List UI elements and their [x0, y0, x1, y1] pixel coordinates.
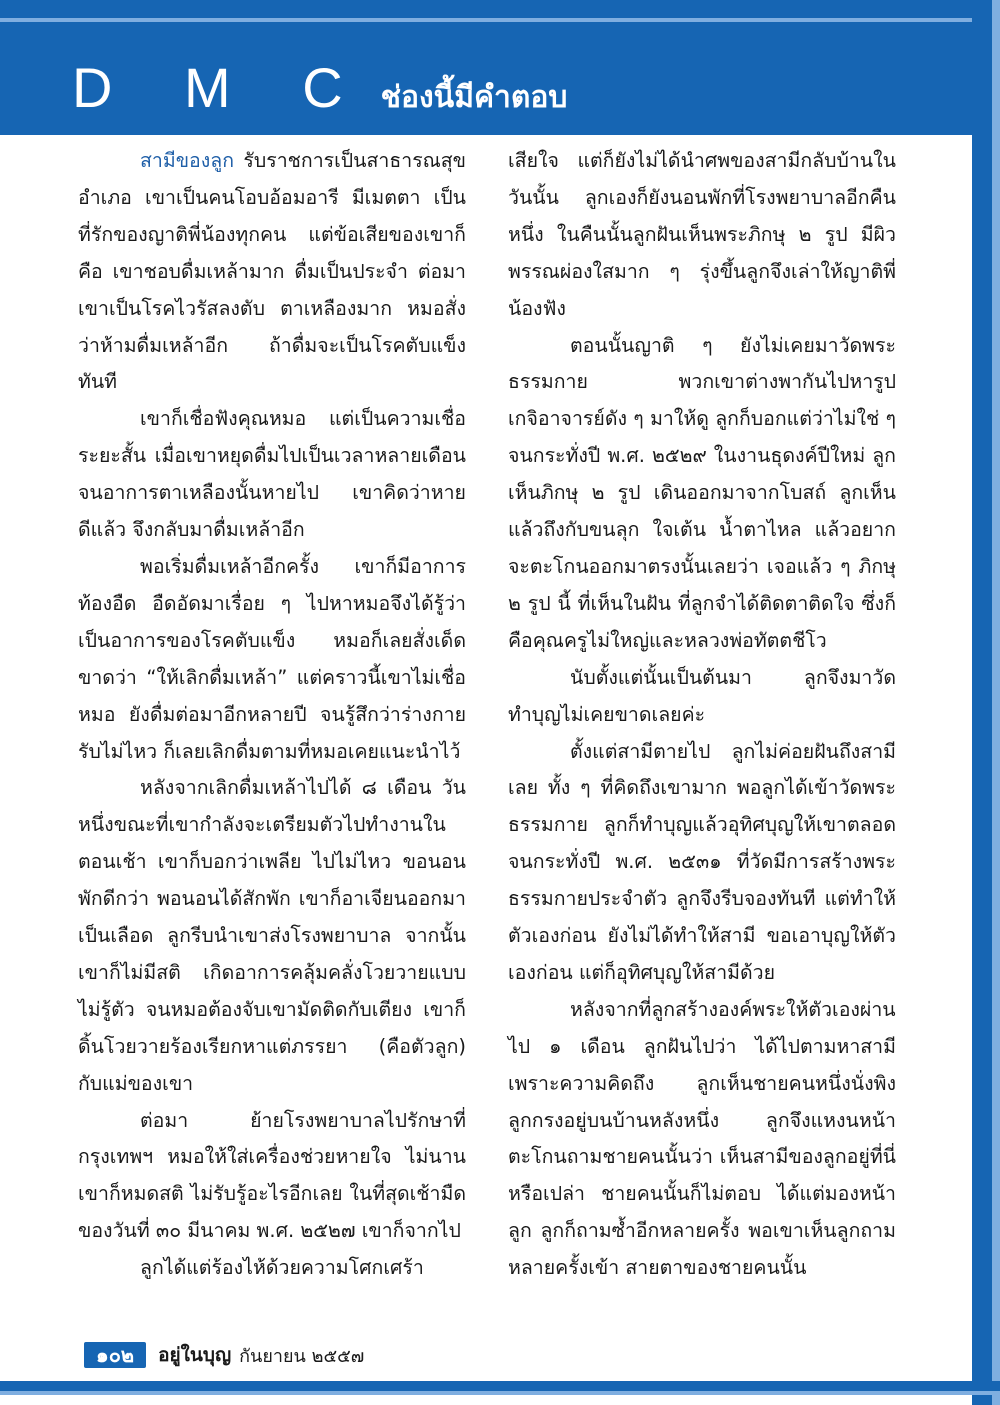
paragraph: เสียใจ แต่ก็ยังไม่ได้นำศพของสามีกลับบ้านในวันนั้น ลูกเองก็ยังนอนพักที่โรงพยาบาลอีกคืนหนึ่ง ในคืนนั้นลูกฝันเห็นพระภิกษุ ๒ รูป มีผิวพรรณผ่องใสมาก ๆ รุ่งขึ้นลูกจึงเล่าให้ญาติพี่น้องฟัง — [508, 149, 896, 320]
article-body — [78, 143, 896, 1323]
right-column — [508, 143, 896, 1323]
section-title: ช่องนี้มีคำตอบ — [380, 80, 568, 115]
paragraph: นับตั้งแต่นั้นเป็นต้นมา ลูกจึงมาวัดทำบุญไม่เคยขาดเลยค่ะ — [508, 665, 896, 726]
paragraph — [78, 143, 466, 401]
paragraph: หลังจากเลิกดื่มเหล้าไปได้ ๘ เดือน วันหนึ่งขณะที่เขากำลังจะเตรียมตัวไปทำงานในตอนเช้า เขาก็บอกว่าเพลีย ไปไม่ไหว ขอนอนพักดีกว่า พอนอนได้สักพัก เขาก็อาเจียนออกมาเป็นเลือด ลูกรีบนำเขาส่งโรงพยาบาล จากนั้นเขาก็ไม่มีสติ เกิดอาการคลุ้มคลั่งโวยวายแบบไม่รู้ตัว จนหมอต้องจับเขามัดติดกับเตียง เขาก็ดิ้นโวยวายร้องเรียกหาแต่ภรรยา (คือตัวลูก) กับแม่ของเขา — [78, 776, 466, 1095]
issue-date: กันยายน ๒๕๕๗ — [239, 1345, 365, 1367]
page-footer — [84, 1340, 364, 1370]
paragraph: พอเริ่มดื่มเหล้าอีกครั้ง เขาก็มีอาการท้องอืด อืดอัดมาเรื่อย ๆ ไปหาหมอจึงได้รู้ว่าเป็นอาการของโรคตับแข็ง หมอก็เลยสั่งเด็ดขาดว่า “ให้เลิกดื่มเหล้า” แต่คราวนี้เขาไม่เชื่อหมอ ยังดื่มต่อมาอีกหลายปี จนรู้สึกว่าร่างกายรับไม่ไหว ก็เลยเลิกดื่มตามที่หมอเคยแนะนำไว้ — [78, 554, 466, 763]
paragraph: ต่อมา ย้ายโรงพยาบาลไปรักษาที่กรุงเทพฯ หมอให้ใส่เครื่องช่วยหายใจ ไม่นานเขาก็หมดสติ ไม่รับรู้อะไรอีกเลย ในที่สุดเช้ามืดของวันที่ ๓๐ มีนาคม พ.ศ. ๒๕๒๗ เขาก็จากไป — [78, 1108, 466, 1243]
paragraph-text: รับราชการเป็นสาธารณสุขอำเภอ เขาเป็นคนโอบอ้อมอารี มีเมตตา เป็นที่รักของญาติพี่น้องทุกคน แต่ข้อเสียของเขาก็คือ เขาชอบดื่มเหล้ามาก ดื่มเป็นประจำ ต่อมาเขาเป็นโรคไวรัสลงตับ ตาเหลืองมาก หมอสั่งว่าห้ามดื่มเหล้าอีก ถ้าดื่มจะเป็นโรคตับแข็งทันที — [78, 149, 466, 394]
paragraph: ตอนนั้นญาติ ๆ ยังไม่เคยมาวัดพระธรรมกาย พวกเขาต่างพากันไปหารูปเกจิอาจารย์ดัง ๆ มาให้ดู ลูกก็บอกแต่ว่าไม่ใช่ ๆ จนกระทั่งปี พ.ศ. ๒๕๒๙ ในงานธุดงค์ปีใหม่ ลูกเห็นภิกษุ ๒ รูป เดินออกมาจากโบสถ์ ลูกเห็นแล้วถึงกับขนลุก ใจเต้น น้ำตาไหล แล้วอยากจะตะโกนออกมาตรงนั้นเลยว่า เจอแล้ว ๆ ภิกษุ ๒ รูป นี้ ที่เห็นในฝัน ที่ลูกจำได้ติดตาติดใจ ซึ่งก็คือคุณครูไม่ใหญ่และหลวงพ่อทัตตชีโว — [508, 333, 896, 652]
page-number: ๑๐๒ — [84, 1342, 146, 1368]
bottom-rule — [0, 1381, 1000, 1391]
paragraph: ตั้งแต่สามีตายไป ลูกไม่ค่อยฝันถึงสามีเลย ทั้ง ๆ ที่คิดถึงเขามาก พอลูกได้เข้าวัดพระธรรมกาย ลูกก็ทำบุญแล้วอุทิศบุญให้เขาตลอด จนกระทั่งปี พ.ศ. ๒๕๓๑ ที่วัดมีการสร้างพระธรรมกายประจำตัว ลูกจึงรีบจองทันที แต่ทำให้ตัวเองก่อน ยังไม่ได้ทำให้สามี ขอเอาบุญให้ตัวเองก่อน แต่ก็อุทิศบุญให้สามีด้วย — [508, 739, 896, 984]
left-column — [78, 143, 466, 1323]
dmc-logo: D M C — [72, 56, 371, 119]
paragraph: หลังจากที่ลูกสร้างองค์พระให้ตัวเองผ่านไป ๑ เดือน ลูกฝันไปว่า ได้ไปตามหาสามีเพราะความคิดถึง ลูกเห็นชายคนหนึ่งนั่งพิงลูกกรงอยู่บนบ้านหลังหนึ่ง ลูกจึงแหงนหน้าตะโกนถามชายคนนั้นว่า เห็นสามีของลูกอยู่ที่นี่หรือเปล่า ชายคนนั้นก็ไม่ตอบ ได้แต่มองหน้าลูก ลูกก็ถามซ้ำอีกหลายครั้ง พอเขาเห็นลูกถามหลายครั้งเข้า สายตาของชายคนนั้น — [508, 997, 896, 1280]
lead-phrase: สามีของลูก — [140, 149, 235, 172]
right-border-stripe — [992, 0, 1000, 1405]
header-stripe — [0, 18, 1000, 22]
page-header — [72, 55, 567, 125]
magazine-title: อยู่ในบุญ — [158, 1344, 232, 1366]
bottom-rule-stripe — [0, 1391, 1000, 1395]
paragraph: เขาก็เชื่อฟังคุณหมอ แต่เป็นความเชื่อระยะสั้น เมื่อเขาหยุดดื่มไปเป็นเวลาหลายเดือน จนอาการตาเหลืองนั้นหายไป เขาคิดว่าหายดีแล้ว จึงกลับมาดื่มเหล้าอีก — [78, 407, 466, 542]
paragraph: ลูกได้แต่ร้องไห้ด้วยความโศกเศร้า — [140, 1256, 424, 1280]
